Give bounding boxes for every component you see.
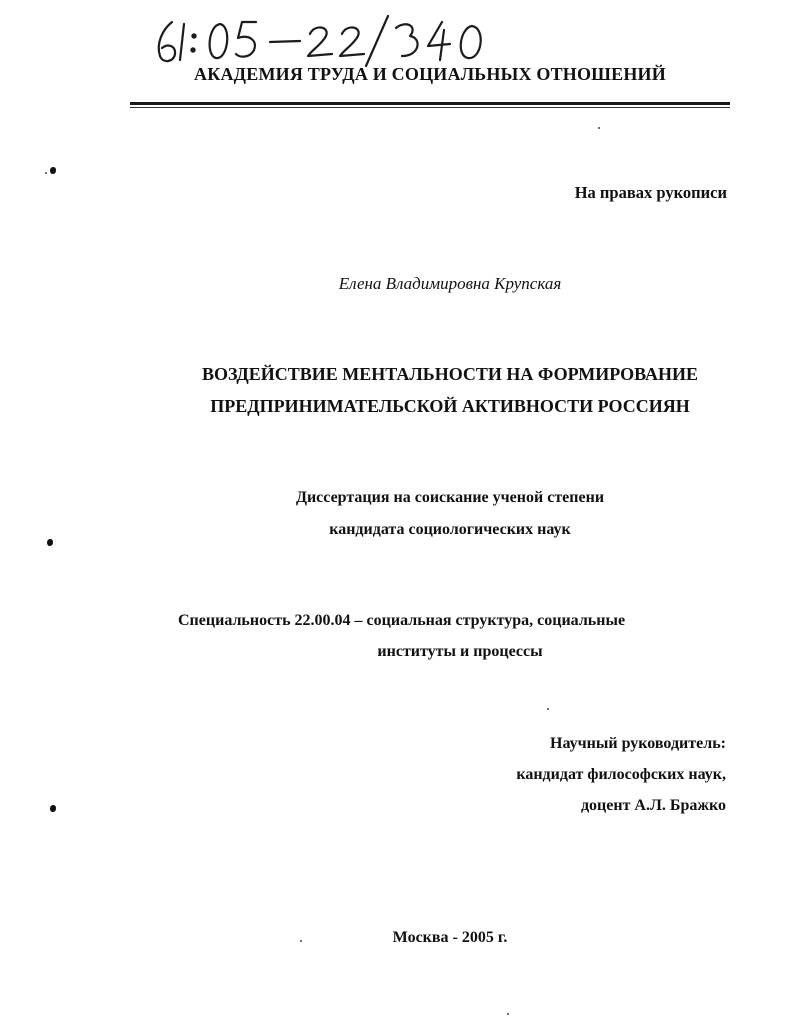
rights-notice: На правах рукописи [574,183,727,202]
scan-speck [547,708,549,710]
scan-speck [507,1013,509,1015]
scan-speck [45,172,47,174]
scan-mark [47,539,53,546]
header-divider-thick [130,102,730,105]
scan-mark [50,167,56,174]
specialty-line-1: Специальность 22.00.04 – социальная структура, социальные [178,612,626,629]
author-name: Елена Владимировна Крупская [338,274,562,293]
scan-speck [598,127,600,129]
specialty-line-2: институты и процессы [377,643,543,660]
advisor-degree: кандидат философских наук, [516,766,726,783]
advisor-name: доцент А.Л. Бражко [580,797,726,814]
degree-line-1: Диссертация на соискание ученой степени [295,489,605,506]
scan-mark [50,805,56,812]
institution-name: АКАДЕМИЯ ТРУДА И СОЦИАЛЬНЫХ ОТНОШЕНИЙ [194,64,666,84]
dissertation-title-line-2: ПРЕДПРИНИМАТЕЛЬСКОЙ АКТИВНОСТИ РОССИЯН [210,396,690,416]
advisor-heading: Научный руководитель: [550,735,726,752]
dissertation-title-line-1: ВОЗДЕЙСТВИЕ МЕНТАЛЬНОСТИ НА ФОРМИРОВАНИЕ [201,364,699,384]
scan-speck [300,940,302,942]
degree-line-2: кандидата социологических наук [329,521,571,538]
city-and-year: Москва - 2005 г. [392,929,508,946]
header-divider-thin [130,107,730,108]
handwritten-catalog-number [150,10,500,70]
